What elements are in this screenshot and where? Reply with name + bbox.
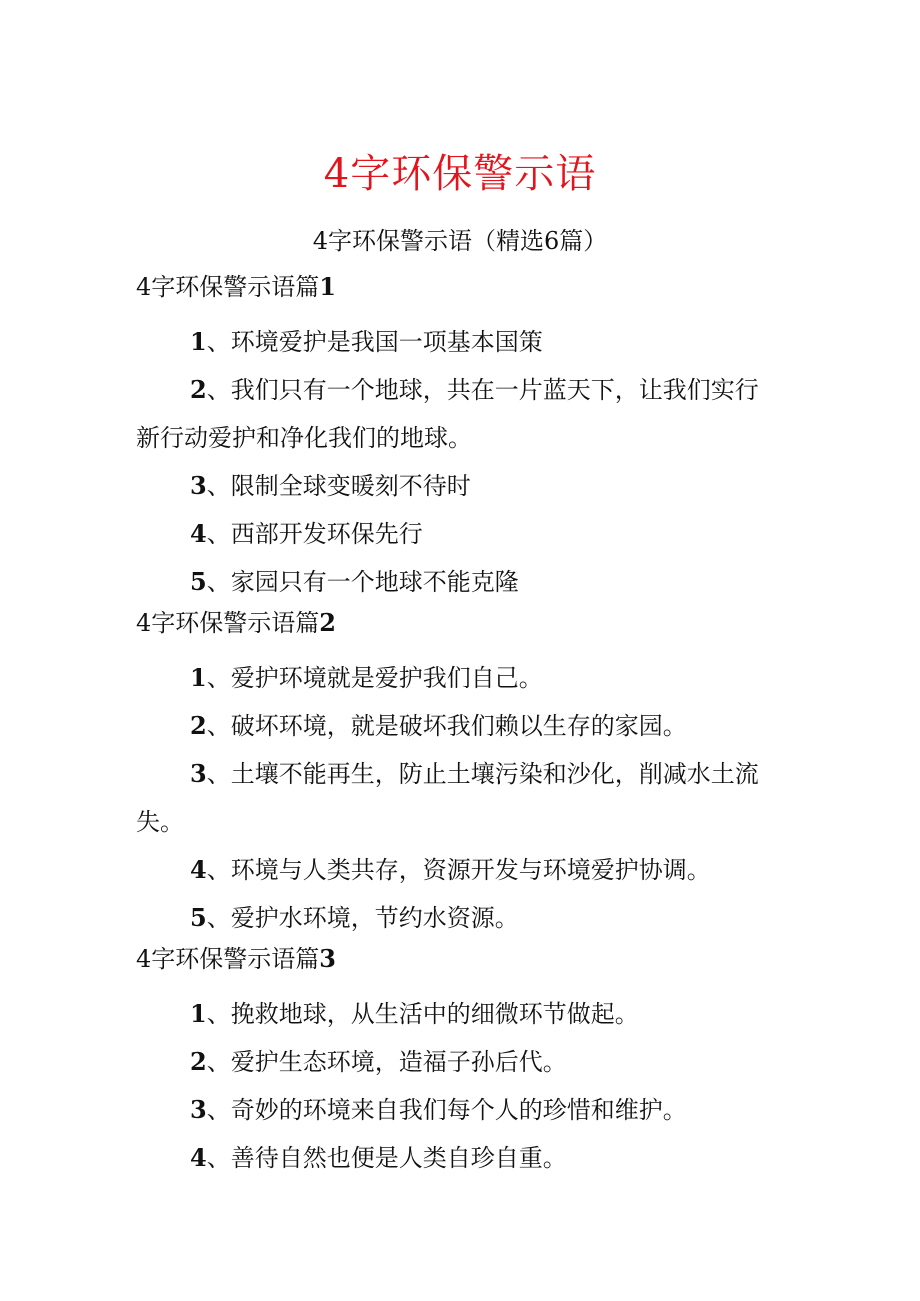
document-body bbox=[136, 270, 776, 1182]
list-item: 3、奇妙的环境来自我们每个人的珍惜和维护。 bbox=[190, 1095, 687, 1124]
section-heading: 4字环保警示语篇1 bbox=[136, 272, 336, 301]
list-item: 4、西部开发环保先行 bbox=[190, 519, 423, 548]
list-item: 1、环境爱护是我国一项基本国策 bbox=[190, 327, 543, 356]
list-item: 3、限制全球变暖刻不待时 bbox=[190, 471, 471, 500]
page-title: 4字环保警示语 bbox=[323, 151, 597, 197]
list-item: 4、善待自然也便是人类自珍自重。 bbox=[190, 1143, 567, 1172]
page-subtitle: 4字环保警示语（精选6篇） bbox=[312, 227, 608, 255]
list-item: 1、挽救地球，从生活中的细微环节做起。 bbox=[190, 999, 639, 1028]
list-item: 2、破坏环境，就是破坏我们赖以生存的家园。 bbox=[190, 711, 687, 740]
list-item: 2、爱护生态环境，造福子孙后代。 bbox=[190, 1047, 567, 1076]
list-item: 5、爱护水环境，节约水资源。 bbox=[190, 903, 519, 932]
section-heading: 4字环保警示语篇3 bbox=[136, 944, 336, 973]
list-item: 1、爱护环境就是爱护我们自己。 bbox=[190, 663, 543, 692]
section-heading: 4字环保警示语篇2 bbox=[136, 608, 336, 637]
list-item: 2、我们只有一个地球，共在一片蓝天下，让我们实行新行动爱护和净化我们的地球。 bbox=[136, 375, 759, 452]
list-item: 3、土壤不能再生，防止土壤污染和沙化，削减水土流失。 bbox=[136, 759, 759, 836]
list-item: 5、家园只有一个地球不能克隆 bbox=[190, 567, 519, 596]
list-item: 4、环境与人类共存，资源开发与环境爱护协调。 bbox=[190, 855, 711, 884]
